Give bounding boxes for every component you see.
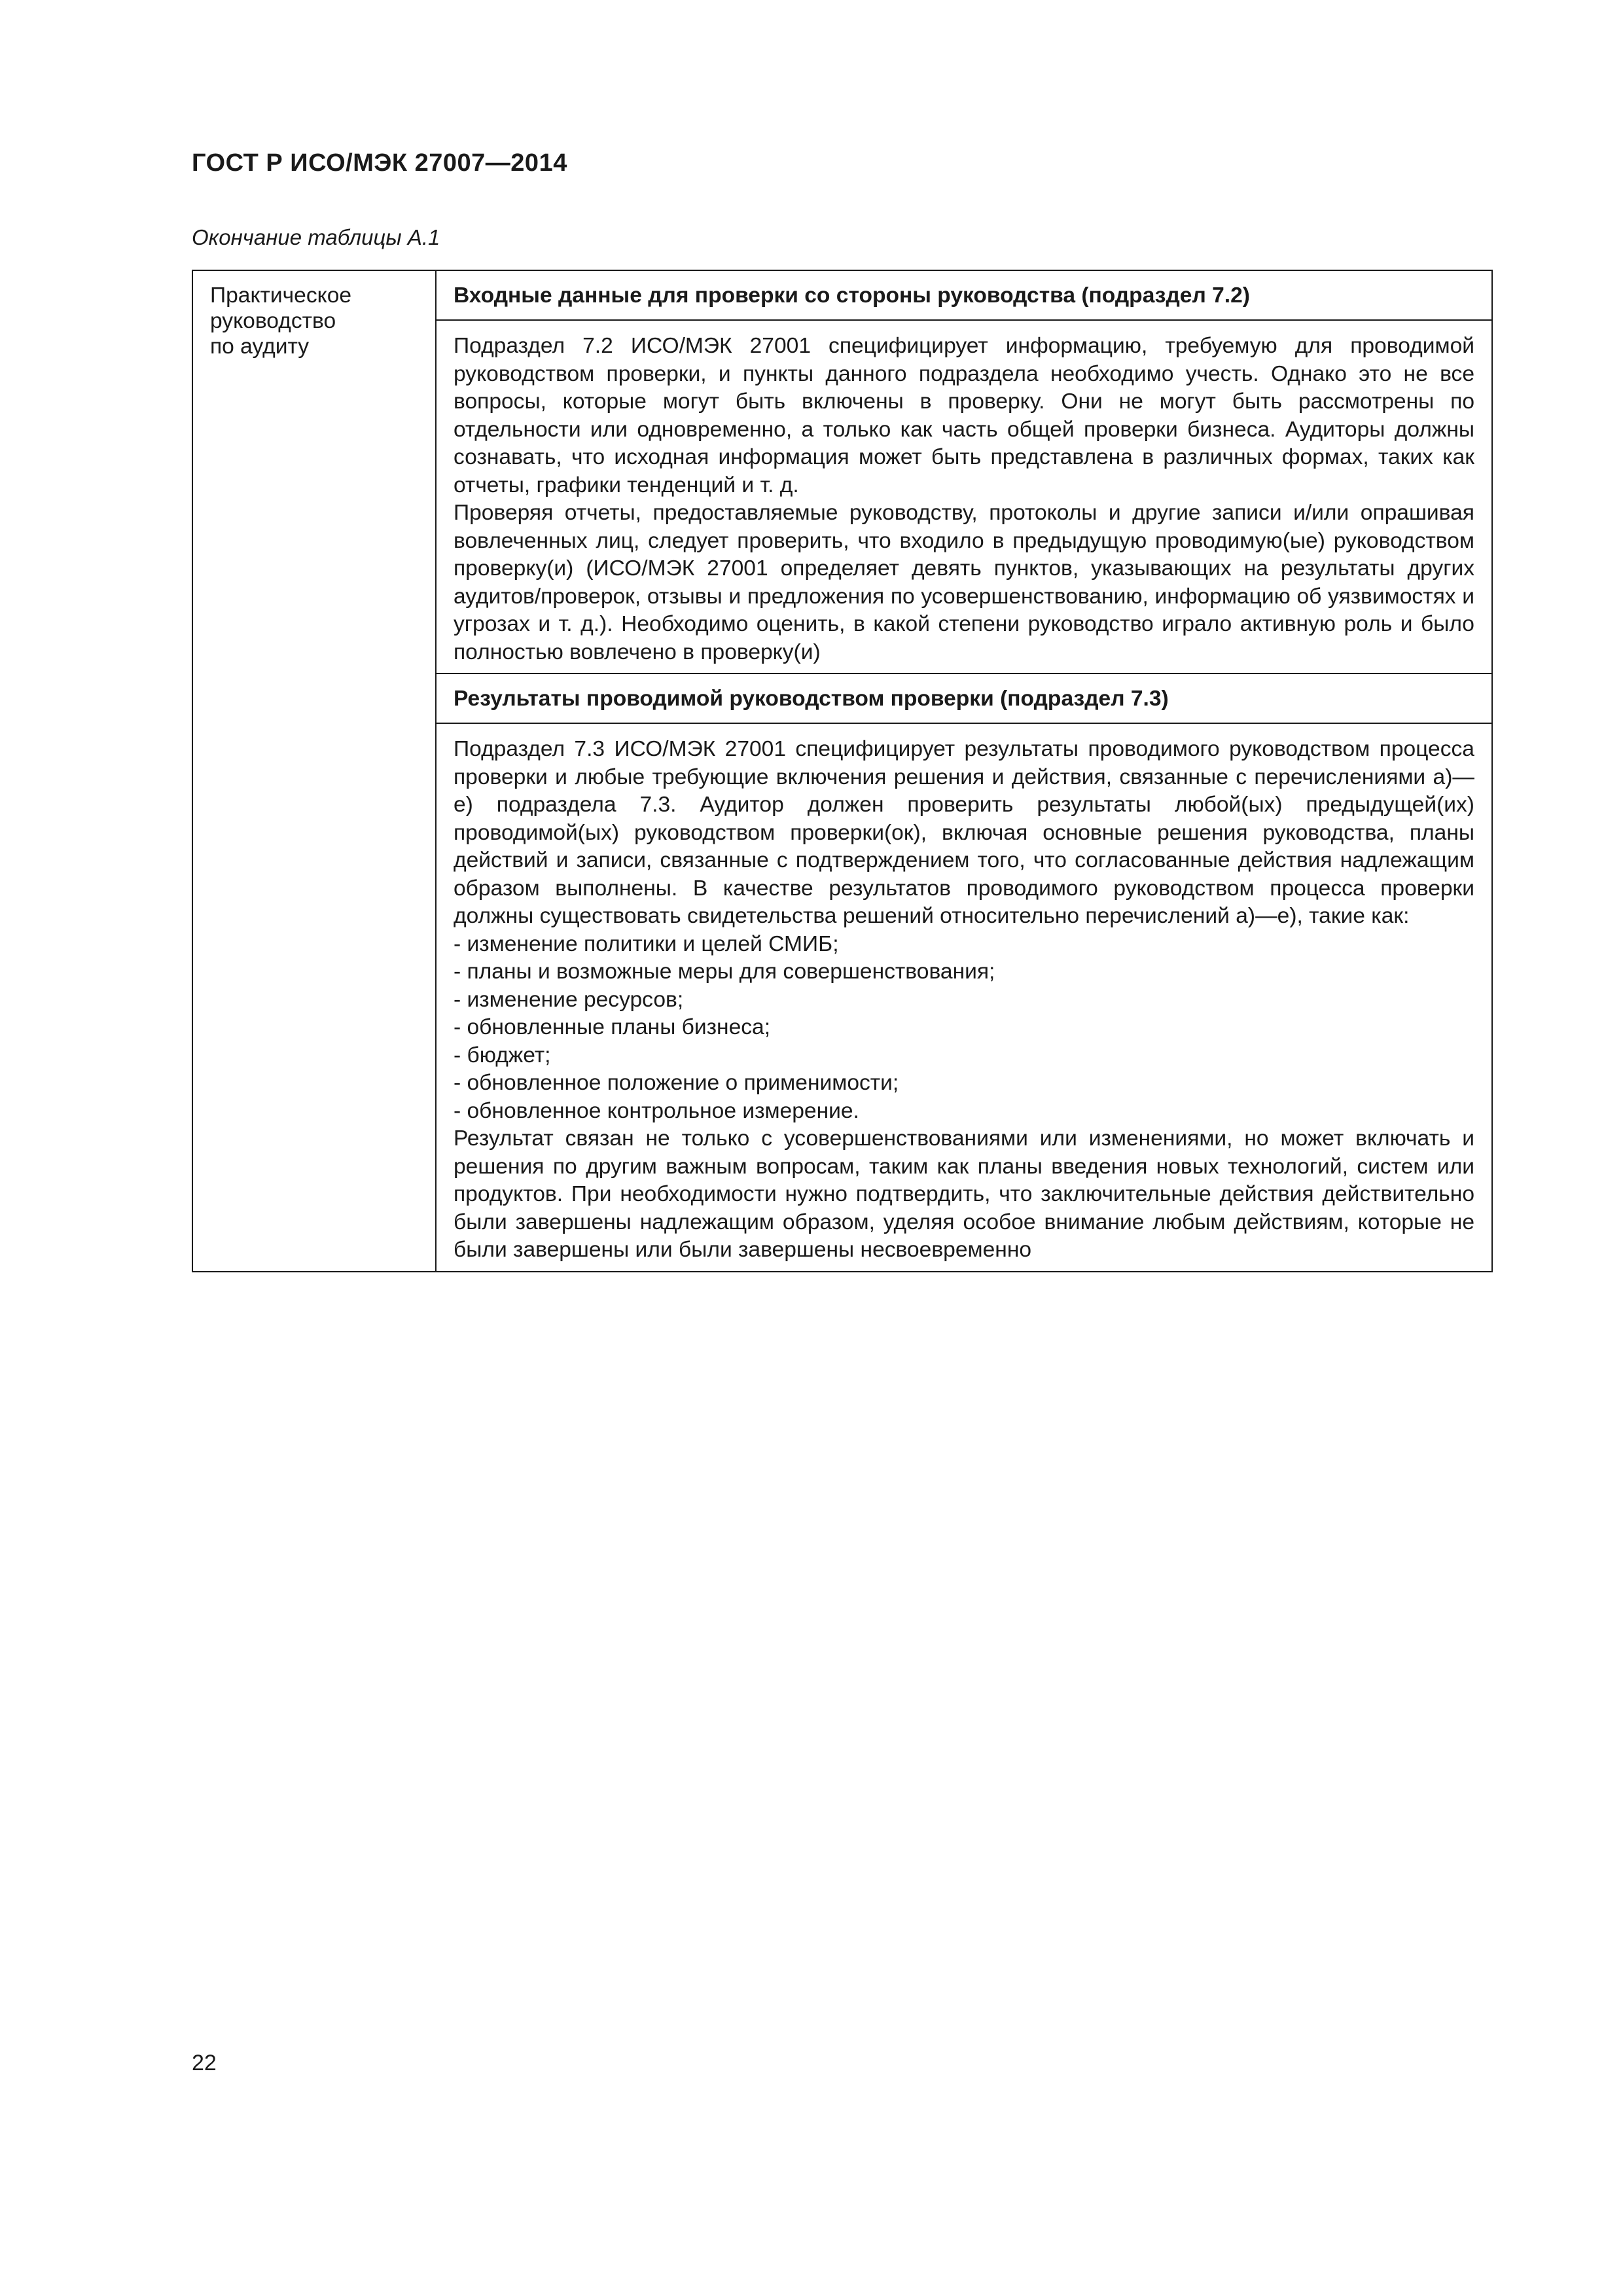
paragraph: Проверяя отчеты, предоставляемые руководству, протоколы и другие записи и/или опрашивая вовлеченных лиц, следует проверить, что входило в предыдущую проводимую(ые) руководством проверку(и) (ИСО/МЭК 27001 определяет девять пунктов, указывающих на результаты других аудитов/проверок, отзывы и предложения по усовершенствованию, информацию об уязвимостях и угрозах и т. д.). Необходимо оценить, в какой степени руководство играло активную роль и было полностью вовлечено в проверку(и) [454,501,1474,664]
section-heading-management-review-input: Входные данные для проверки со стороны руководства (подраздел 7.2) [436,270,1492,320]
page-number: 22 [192,2051,217,2075]
table-row [192,270,1492,320]
list-item: - бюджет; [454,1043,551,1067]
section-body-management-review-output [436,723,1492,1272]
audit-guidance-table [192,270,1493,1272]
document-standard-title: ГОСТ Р ИСО/МЭК 27007—2014 [192,149,567,177]
list-item: - обновленное контрольное измерение. [454,1098,859,1123]
list-item: - обновленные планы бизнеса; [454,1015,771,1039]
list-item: - изменение ресурсов; [454,987,684,1012]
table-caption: Окончание таблицы А.1 [192,225,440,249]
paragraph: Результат связан не только с усовершенствованиями или изменениями, но может включать и решения по другим важным вопросам, таким как планы введения новых технологий, систем или продуктов. При необходимости нужно подтвердить, что заключительные действия действительно были завершены надлежащим образом, уделяя особое внимание любым действиям, которые не были завершены или были завершены несвоевременно [454,1126,1474,1262]
section-heading-management-review-output: Результаты проводимой руководством проверки (подраздел 7.3) [436,673,1492,723]
list-item: - планы и возможные меры для совершенствования; [454,960,995,984]
paragraph: Подраздел 7.2 ИСО/МЭК 27001 специфицирует информацию, требуемую для проводимой руководством проверки, и пункты данного подраздела необходимо учесть. Однако это не все вопросы, которые могут быть включены в проверку. Они не могут быть рассмотрены по отдельности или одновременно, а только как часть общей проверки бизнеса. Аудиторы должны сознавать, что исходная информация может быть представлена в различных формах, таких как отчеты, графики тенденций и т. д. [454,334,1474,497]
row-label-line: по аудиту [210,334,310,359]
row-label-cell [192,270,436,1272]
section-body-management-review-input [436,320,1492,673]
row-label-line: Практическое [210,283,352,308]
list-item: - изменение политики и целей СМИБ; [454,931,839,956]
paragraph: Подраздел 7.3 ИСО/МЭК 27001 специфицирует результаты проводимого руководством процесса проверки и любые требующие включения решения и действия, связанные с перечислениями а)—е) подраздела 7.3. Аудитор должен проверить результаты любой(ых) предыдущей(их) проводимой(ых) руководством проверки(ок), включая основные решения руководства, планы действий и записи, связанные с подтверждением того, что согласованные действия надлежащим образом выполнены. В качестве результатов проводимого руководством процесса проверки должны существовать свидетельства решений относительно перечислений а)—е), такие как: [454,737,1474,928]
list-item: - обновленное положение о применимости; [454,1071,899,1095]
row-label-line: руководство [210,309,336,333]
